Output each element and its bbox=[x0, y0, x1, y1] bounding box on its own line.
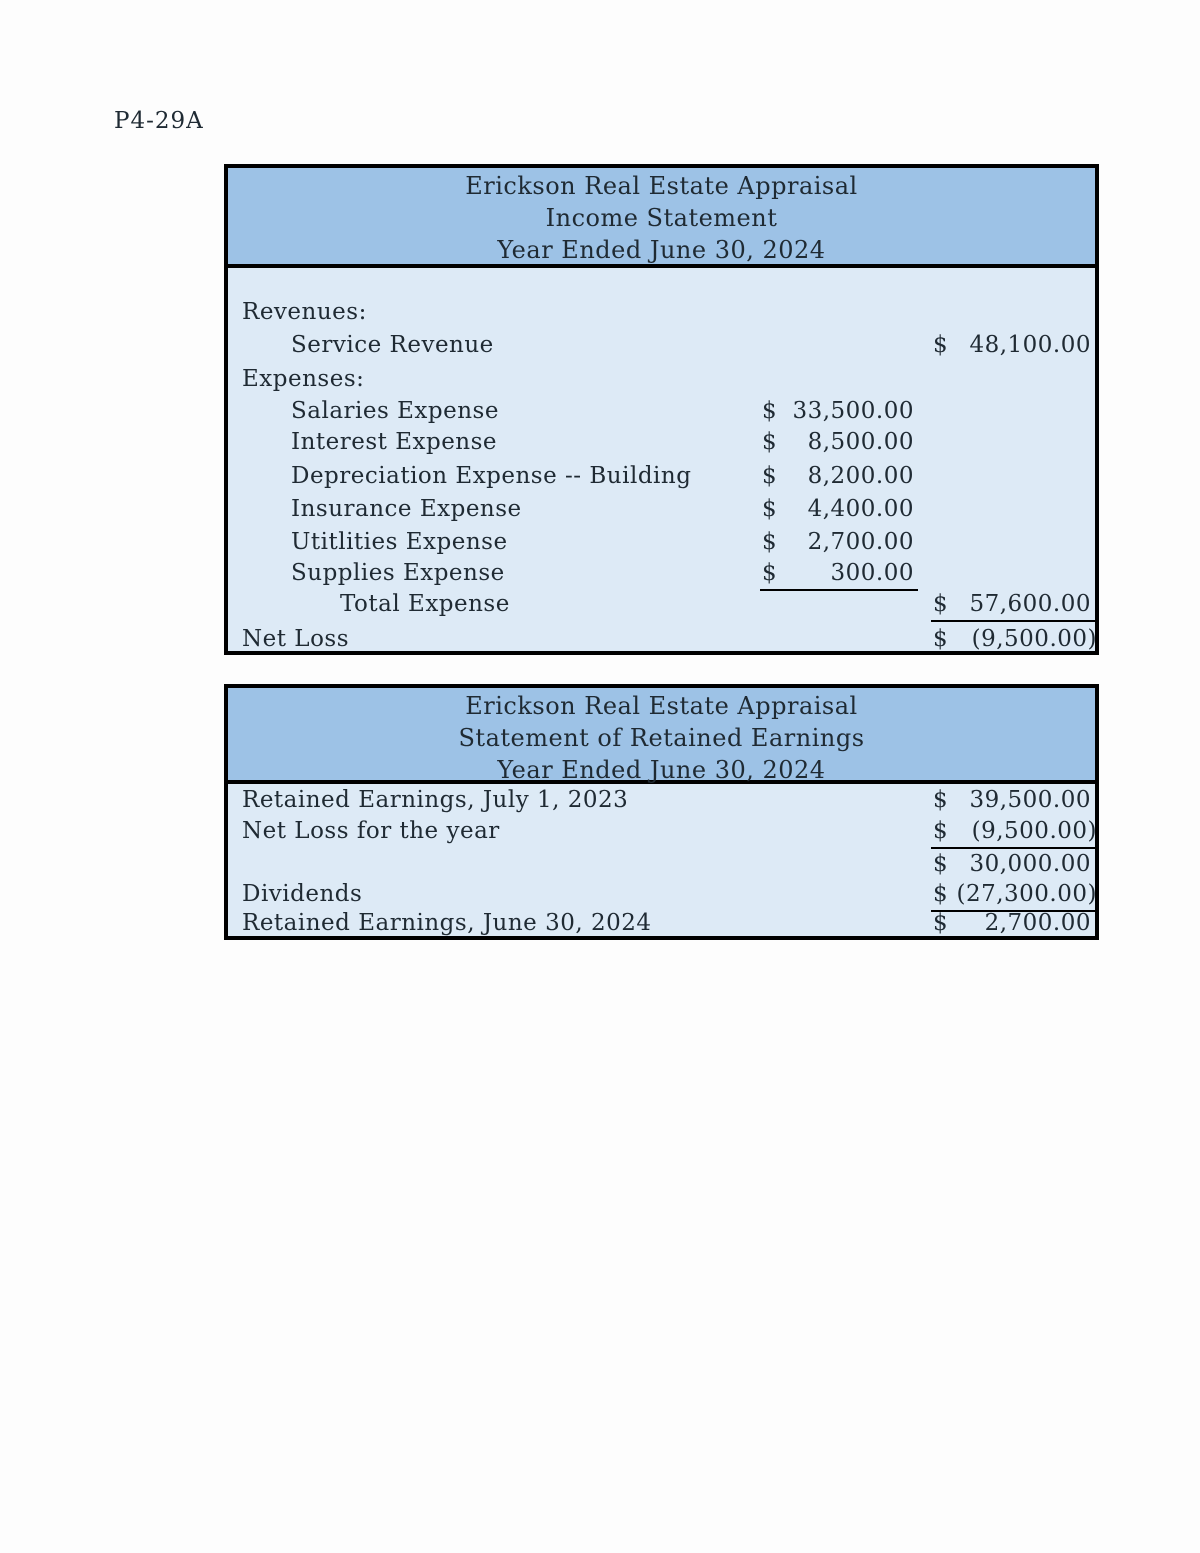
retained-earnings-row bbox=[228, 815, 1095, 847]
row-label: Net Loss for the year bbox=[242, 818, 500, 844]
company-name: Erickson Real Estate Appraisal bbox=[465, 692, 858, 720]
expense-label: Depreciation Expense -- Building bbox=[291, 463, 692, 489]
expense-row bbox=[228, 426, 1095, 458]
service-revenue-amount: $ 48,100.00 bbox=[933, 332, 1091, 358]
income-statement bbox=[224, 164, 1099, 655]
total-expense-label: Total Expense bbox=[340, 591, 510, 617]
row-amount: $ (27,300.00) bbox=[931, 878, 1095, 912]
expense-amount: $ 4,400.00 bbox=[762, 496, 914, 522]
net-loss-amount: $ (9,500.00) bbox=[933, 626, 1097, 652]
statement-title: Statement of Retained Earnings bbox=[458, 724, 865, 752]
expense-label: Salaries Expense bbox=[291, 398, 499, 424]
statement-period: Year Ended June 30, 2024 bbox=[497, 236, 826, 264]
retained-earnings-row bbox=[228, 848, 1095, 880]
net-loss-row bbox=[228, 623, 1095, 655]
row-label: Dividends bbox=[242, 881, 363, 907]
expense-amount: $ 33,500.00 bbox=[762, 398, 914, 424]
service-revenue-label: Service Revenue bbox=[291, 332, 494, 358]
expense-amount: $ 8,500.00 bbox=[762, 429, 914, 455]
retained-earnings-row bbox=[228, 907, 1095, 939]
retained-earnings-header bbox=[228, 688, 1095, 784]
total-expense-amount: $ 57,600.00 bbox=[931, 588, 1095, 622]
income-statement-header bbox=[228, 168, 1095, 268]
company-name: Erickson Real Estate Appraisal bbox=[465, 172, 858, 200]
row-label: Retained Earnings, July 1, 2023 bbox=[242, 787, 629, 813]
expense-amount: $ 8,200.00 bbox=[762, 463, 914, 489]
row-amount: $ 30,000.00 bbox=[933, 851, 1091, 877]
expense-label: Interest Expense bbox=[291, 429, 498, 455]
row-amount: $ 39,500.00 bbox=[933, 787, 1091, 813]
row-amount: $ 2,700.00 bbox=[933, 910, 1091, 936]
total-expense-row bbox=[228, 588, 1095, 620]
expense-label: Utitlities Expense bbox=[291, 529, 508, 555]
expenses-label: Expenses: bbox=[242, 366, 365, 392]
expense-label: Supplies Expense bbox=[291, 560, 505, 586]
expense-amount: $ 300.00 bbox=[760, 557, 918, 591]
service-revenue-row bbox=[228, 329, 1095, 361]
retained-earnings-row bbox=[228, 784, 1095, 816]
statement-period: Year Ended June 30, 2024 bbox=[497, 756, 826, 784]
row-amount: $ (9,500.00) bbox=[931, 815, 1095, 849]
row-label: Retained Earnings, June 30, 2024 bbox=[242, 910, 652, 936]
expense-amount: $ 2,700.00 bbox=[762, 529, 914, 555]
revenues-label: Revenues: bbox=[242, 299, 367, 325]
problem-label: P4-29A bbox=[114, 108, 204, 134]
expense-row bbox=[228, 557, 1095, 589]
expense-row bbox=[228, 395, 1095, 427]
retained-earnings-statement bbox=[224, 684, 1099, 940]
revenues-heading-row bbox=[228, 296, 1095, 328]
expense-row bbox=[228, 493, 1095, 525]
expenses-heading-row bbox=[228, 363, 1095, 395]
statement-title: Income Statement bbox=[545, 204, 778, 232]
retained-earnings-row bbox=[228, 878, 1095, 910]
expense-label: Insurance Expense bbox=[291, 496, 522, 522]
expense-row bbox=[228, 460, 1095, 492]
expense-row bbox=[228, 526, 1095, 558]
net-loss-label: Net Loss bbox=[242, 626, 350, 652]
